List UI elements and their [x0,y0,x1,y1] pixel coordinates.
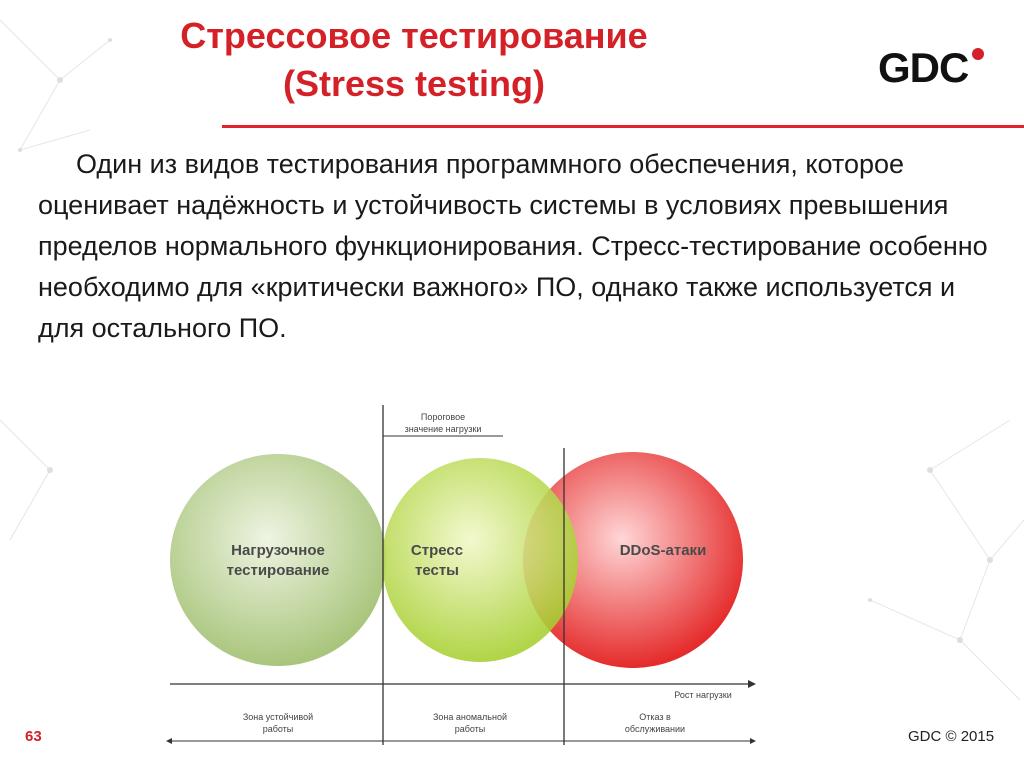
threshold-label-1: Пороговое [420,412,466,422]
logo-red-dot [972,48,984,60]
load-axis-arrow [748,680,756,688]
circle-load-testing [170,454,386,666]
page-number: 63 [25,728,42,745]
footer-copyright: GDC © 2015 [908,728,995,745]
load-axis-label: Рост нагрузки [674,690,732,700]
circle-label-ddos: DDoS-атаки [619,542,707,559]
circle-label-stress-2: тесты [415,562,459,579]
title-divider [222,125,1024,128]
zone-abnormal-1: Зона аномальной [432,712,508,722]
zone-stable-2: работы [262,724,294,734]
gdc-logo [878,42,988,90]
body-paragraph: Один из видов тестирования программного обеспечения, которое оценивает надёжность и устойчивость системы в условиях превышения пределов нормального функционирования. Стресс-тестирование особенно необходимо для «критически важного» ПО, однако также используется и для остального ПО. [38,149,988,343]
zone-denial-1: Отказ в [639,712,671,722]
slide-subtitle: (Stress testing) [282,63,546,104]
zone-stable-1: Зона устойчивой [242,712,314,722]
threshold-label-2: значение нагрузки [404,424,482,434]
stress-testing-diagram [150,400,770,750]
slide-title: Стрессовое тестирование [180,15,648,56]
circle-label-load-2: тестирование [226,562,330,579]
circle-label-stress-1: Стресс [410,542,464,559]
zone-denial-2: обслуживании [624,724,686,734]
circle-label-load-1: Нагрузочное [231,542,325,559]
circle-stress-tests [382,458,578,662]
zone-abnormal-2: работы [454,724,486,734]
logo-text: GDC [878,44,969,90]
